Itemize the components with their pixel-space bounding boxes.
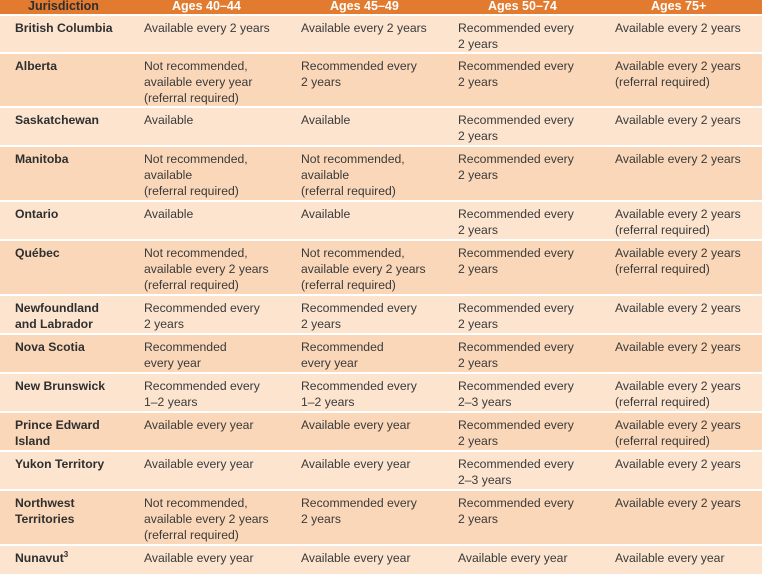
ages-45-49-cell: Available every year — [301, 418, 411, 432]
header-ages-40-44: Ages 40–44 — [172, 0, 241, 13]
ages-75-plus-cell: Available every 2 years — [615, 21, 741, 35]
ages-40-44-cell: Not recommended, available every 2 years (referral required) — [144, 246, 269, 292]
table-row — [0, 106, 762, 145]
header-ages-75-plus: Ages 75+ — [651, 0, 707, 13]
table-row — [0, 333, 762, 372]
ages-75-plus-cell: Available every year — [615, 551, 725, 565]
ages-40-44-cell: Available every year — [144, 551, 254, 565]
ages-75-plus-cell: Available every 2 years — [615, 113, 741, 127]
ages-40-44-cell: Not recommended, available every year (referral required) — [144, 59, 253, 105]
ages-45-49-cell: Available — [301, 113, 351, 127]
ages-40-44-cell: Recommended every 2 years — [144, 301, 260, 331]
table-row — [0, 52, 762, 106]
ages-40-44-cell: Recommended every 1–2 years — [144, 379, 260, 409]
jurisdiction-cell: Alberta — [15, 59, 57, 73]
table-row — [0, 544, 762, 574]
ages-75-plus-cell: Available every 2 years (referral required) — [615, 379, 741, 409]
jurisdiction-cell — [0, 546, 137, 574]
ages-75-plus-cell: Available every 2 years (referral required) — [615, 207, 741, 237]
ages-40-44-cell: Available every year — [144, 418, 254, 432]
table-row — [0, 411, 762, 450]
ages-40-44-cell: Available — [144, 113, 194, 127]
jurisdiction-cell: Québec — [15, 246, 60, 260]
header-ages-45-49: Ages 45–49 — [330, 0, 399, 13]
jurisdiction-cell: New Brunswick — [15, 379, 106, 393]
ages-40-44-cell: Recommended every year — [144, 340, 227, 370]
ages-50-74-cell: Recommended every 2 years — [458, 301, 574, 331]
table-row — [0, 14, 762, 52]
table-row — [0, 200, 762, 239]
ages-50-74-cell: Recommended every 2 years — [458, 207, 574, 237]
ages-45-49-cell: Available every year — [301, 457, 411, 471]
header-ages-50-74: Ages 50–74 — [488, 0, 557, 13]
ages-50-74-cell: Available every year — [458, 551, 568, 565]
ages-45-49-cell: Available every year — [301, 551, 411, 565]
ages-75-plus-cell: Available every 2 years (referral required) — [615, 246, 741, 276]
ages-40-44-cell: Available every year — [144, 457, 254, 471]
jurisdiction-cell: British Columbia — [15, 21, 113, 35]
table-row — [0, 145, 762, 200]
ages-75-plus-cell: Available every 2 years — [615, 496, 741, 510]
ages-40-44-cell: Not recommended, available every 2 years (referral required) — [144, 496, 269, 542]
ages-50-74-cell: Recommended every 2 years — [458, 418, 574, 448]
ages-45-49-cell: Recommended every year — [301, 340, 384, 370]
ages-40-44-cell: Not recommended, available (referral required) — [144, 152, 248, 198]
jurisdiction-cell: Northwest Territories — [15, 496, 75, 526]
ages-45-49-cell: Recommended every 2 years — [301, 301, 417, 331]
table-row — [0, 239, 762, 294]
header-jurisdiction: Jurisdiction — [28, 0, 99, 13]
ages-45-49-cell: Not recommended, available (referral required) — [301, 152, 405, 198]
jurisdiction-cell: Manitoba — [15, 152, 69, 166]
ages-75-plus-cell: Available every 2 years — [615, 340, 741, 354]
ages-75-plus-cell: Available every 2 years — [615, 301, 741, 315]
ages-75-plus-cell: Available every 2 years — [615, 457, 741, 471]
ages-75-plus-cell: Available every 2 years (referral required) — [615, 59, 741, 89]
ages-50-74-cell: Recommended every 2 years — [458, 340, 574, 370]
ages-50-74-cell: Recommended every 2 years — [458, 496, 574, 526]
ages-45-49-cell: Available — [301, 207, 351, 221]
table-row — [0, 489, 762, 544]
ages-50-74-cell: Recommended every 2 years — [458, 152, 574, 182]
footnote-marker: 3 — [63, 549, 69, 559]
ages-75-plus-cell: Available every 2 years (referral required) — [615, 418, 741, 448]
jurisdiction-cell: Newfoundland and Labrador — [15, 301, 99, 331]
ages-50-74-cell: Recommended every 2 years — [458, 246, 574, 276]
ages-45-49-cell: Recommended every 1–2 years — [301, 379, 417, 409]
ages-50-74-cell: Recommended every 2–3 years — [458, 379, 574, 409]
ages-45-49-cell: Available every 2 years — [301, 21, 427, 35]
table-row — [0, 294, 762, 333]
ages-50-74-cell: Recommended every 2 years — [458, 59, 574, 89]
jurisdiction-cell: Nova Scotia — [15, 340, 85, 354]
ages-45-49-cell: Recommended every 2 years — [301, 59, 417, 89]
table-row — [0, 372, 762, 411]
ages-45-49-cell: Not recommended, available every 2 years (referral required) — [301, 246, 426, 292]
jurisdiction-cell: Ontario — [15, 207, 59, 221]
ages-40-44-cell: Available every 2 years — [144, 21, 270, 35]
ages-50-74-cell: Recommended every 2 years — [458, 113, 574, 143]
ages-50-74-cell: Recommended every 2 years — [458, 21, 574, 51]
ages-45-49-cell: Recommended every 2 years — [301, 496, 417, 526]
ages-75-plus-cell: Available every 2 years — [615, 152, 741, 166]
table-row — [0, 450, 762, 489]
ages-40-44-cell: Available — [144, 207, 194, 221]
jurisdiction-cell: Prince Edward Island — [15, 418, 100, 448]
jurisdiction-name: Nunavut — [15, 551, 64, 565]
table-header — [0, 0, 762, 14]
jurisdiction-cell: Saskatchewan — [15, 113, 100, 127]
ages-50-74-cell: Recommended every 2–3 years — [458, 457, 574, 487]
jurisdiction-cell: Yukon Territory — [15, 457, 105, 471]
